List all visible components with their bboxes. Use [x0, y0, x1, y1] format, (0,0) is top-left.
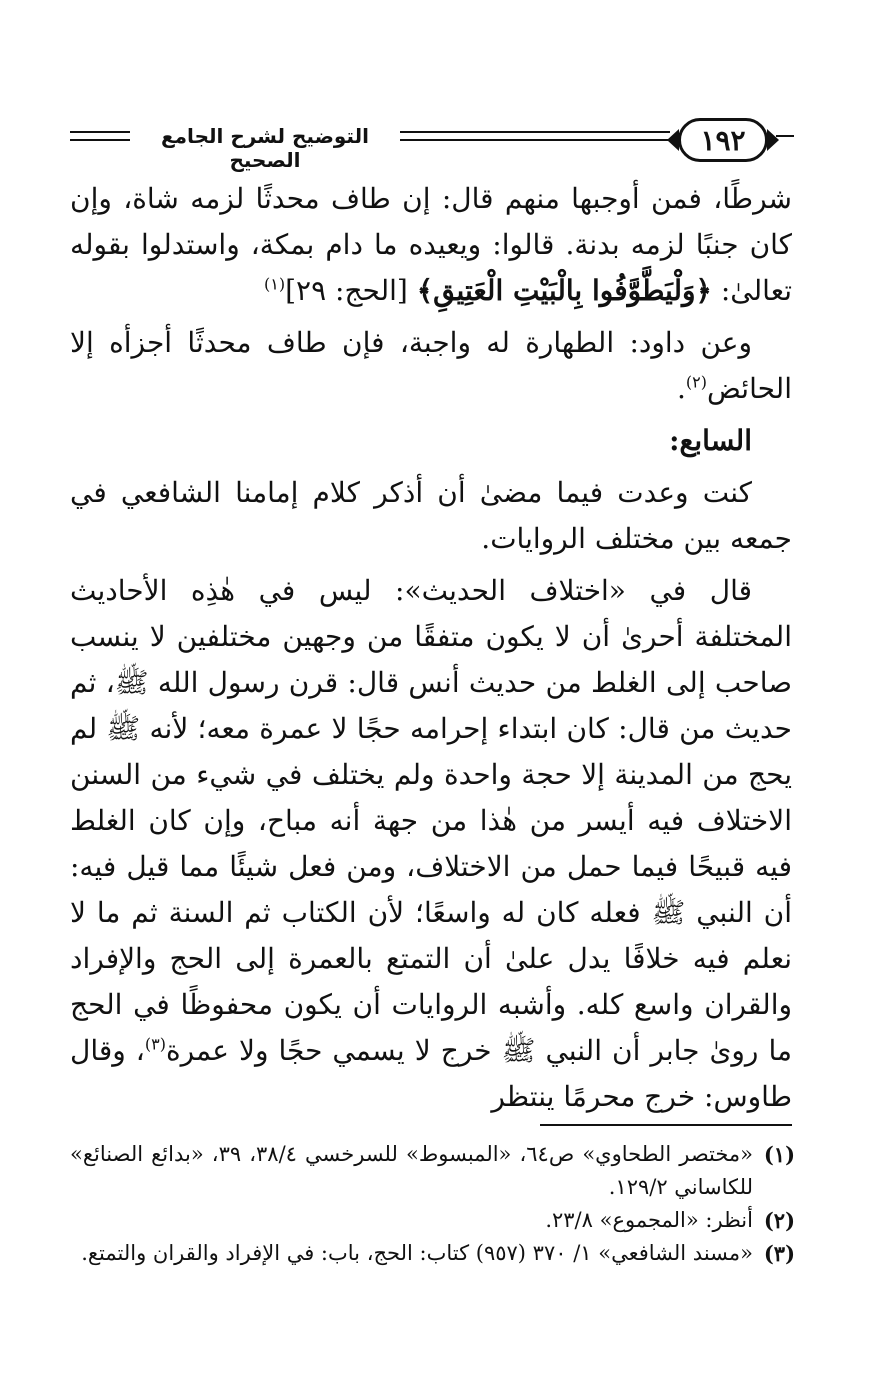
paragraph-3: كنت وعدت فيما مضىٰ أن أذكر كلام إمامنا الشافعي في جمعه بين مختلف الروايات.: [70, 476, 792, 555]
quran-verse: ﴿وَلْيَطَّوَّفُوا بِالْبَيْتِ الْعَتِيقِ﴾: [416, 274, 712, 307]
header-rule-middle: [400, 131, 670, 133]
footnote-marker-2: (٢): [685, 372, 707, 392]
running-header: [0, 112, 879, 170]
paragraph-2-end: .: [676, 372, 686, 405]
footnote-number: (١): [763, 1142, 795, 1167]
paragraph-4-text: قال في «اختلاف الحديث»: ليس في هٰذِه الأحاديث المختلفة أحرىٰ أن لا يكون متفقًا من وجهين مختلفين لا ينسب صاحب إلى الغلط من حديث أنس قال: قرن رسول الله ﷺ، ثم حديث من قال: كان ابتداء إحرامه حجًا لا عمرة معه؛ لأنه ﷺ لم يحج من المدينة إلا حجة واحدة ولم يختلف في شيء من السنن الاختلاف فيه أيسر من هٰذا من جهة أنه مباح، وإن كان الغلط فيه قبيحًا فيما حمل من الاختلاف، ومن فعل شيئًا مما قيل فيه: أن النبي ﷺ فعله كان له واسعًا؛ لأن الكتاب ثم السنة ثم ما لا نعلم فيه خلافًا يدل علىٰ أن التمتع بالعمرة إلى الحج والإفراد والقران واسع كله. وأشبه الروايات أن يكون محفوظًا في الحج ما روىٰ جابر أن النبي ﷺ خرج لا يسمي حجًا ولا عمرة: [70, 574, 793, 1067]
footnote-number: (٢): [763, 1208, 795, 1233]
footnote: [70, 1204, 795, 1237]
header-rule-left: [70, 131, 130, 133]
paragraph-1-text: شرطًا، فمن أوجبها منهم قال: إن طاف محدثًا لزمه شاة، وإن كان جنبًا لزمه بدنة. قالوا: ويعيده ما دام بمكة، واستدلوا بقوله تعالىٰ:: [70, 182, 792, 307]
paragraph-1: [70, 176, 792, 314]
page-number: ١٩٢: [678, 118, 768, 162]
section-heading: السابع:: [669, 424, 752, 457]
paragraph-2-text: وعن داود: الطهارة له واجبة، فإن طاف محدثًا أجزأه إلا الحائض: [70, 326, 792, 405]
running-title: التوضيح لشرح الجامع الصحيح: [130, 124, 400, 172]
footnote-text: «مسند الشافعي» ١/ ٣٧٠ (٩٥٧) كتاب: الحج، باب: في الإفراد والقران والتمتع.: [81, 1241, 753, 1265]
footnote: [70, 1237, 795, 1270]
footnote-text: «مختصر الطحاوي» ص٦٤، «المبسوط» للسرخسي ٣٨/٤، ٣٩، «بدائع الصنائع» للكاساني ١٢٩/٢.: [70, 1142, 754, 1199]
footnote-separator: [540, 1124, 792, 1126]
paragraph-4: [70, 568, 792, 1120]
header-rule-middle-2: [400, 139, 670, 141]
footnote-marker-1: (١): [264, 274, 286, 294]
footnotes: [70, 1138, 795, 1270]
paragraph-2: [70, 320, 792, 412]
footnote-number: (٣): [763, 1241, 795, 1266]
header-rule-left-2: [70, 139, 130, 141]
footnote-text: أنظر: «المجموع» ٢٣/٨.: [545, 1208, 753, 1232]
main-text: [70, 176, 792, 1126]
footnote: [70, 1138, 795, 1204]
footnote-marker-3: (٣): [144, 1034, 166, 1054]
paragraph-4-tail: ، وقال طاوس: خرج محرمًا ينتظر: [70, 1034, 792, 1113]
verse-reference: [الحج: ٢٩]: [285, 274, 408, 307]
